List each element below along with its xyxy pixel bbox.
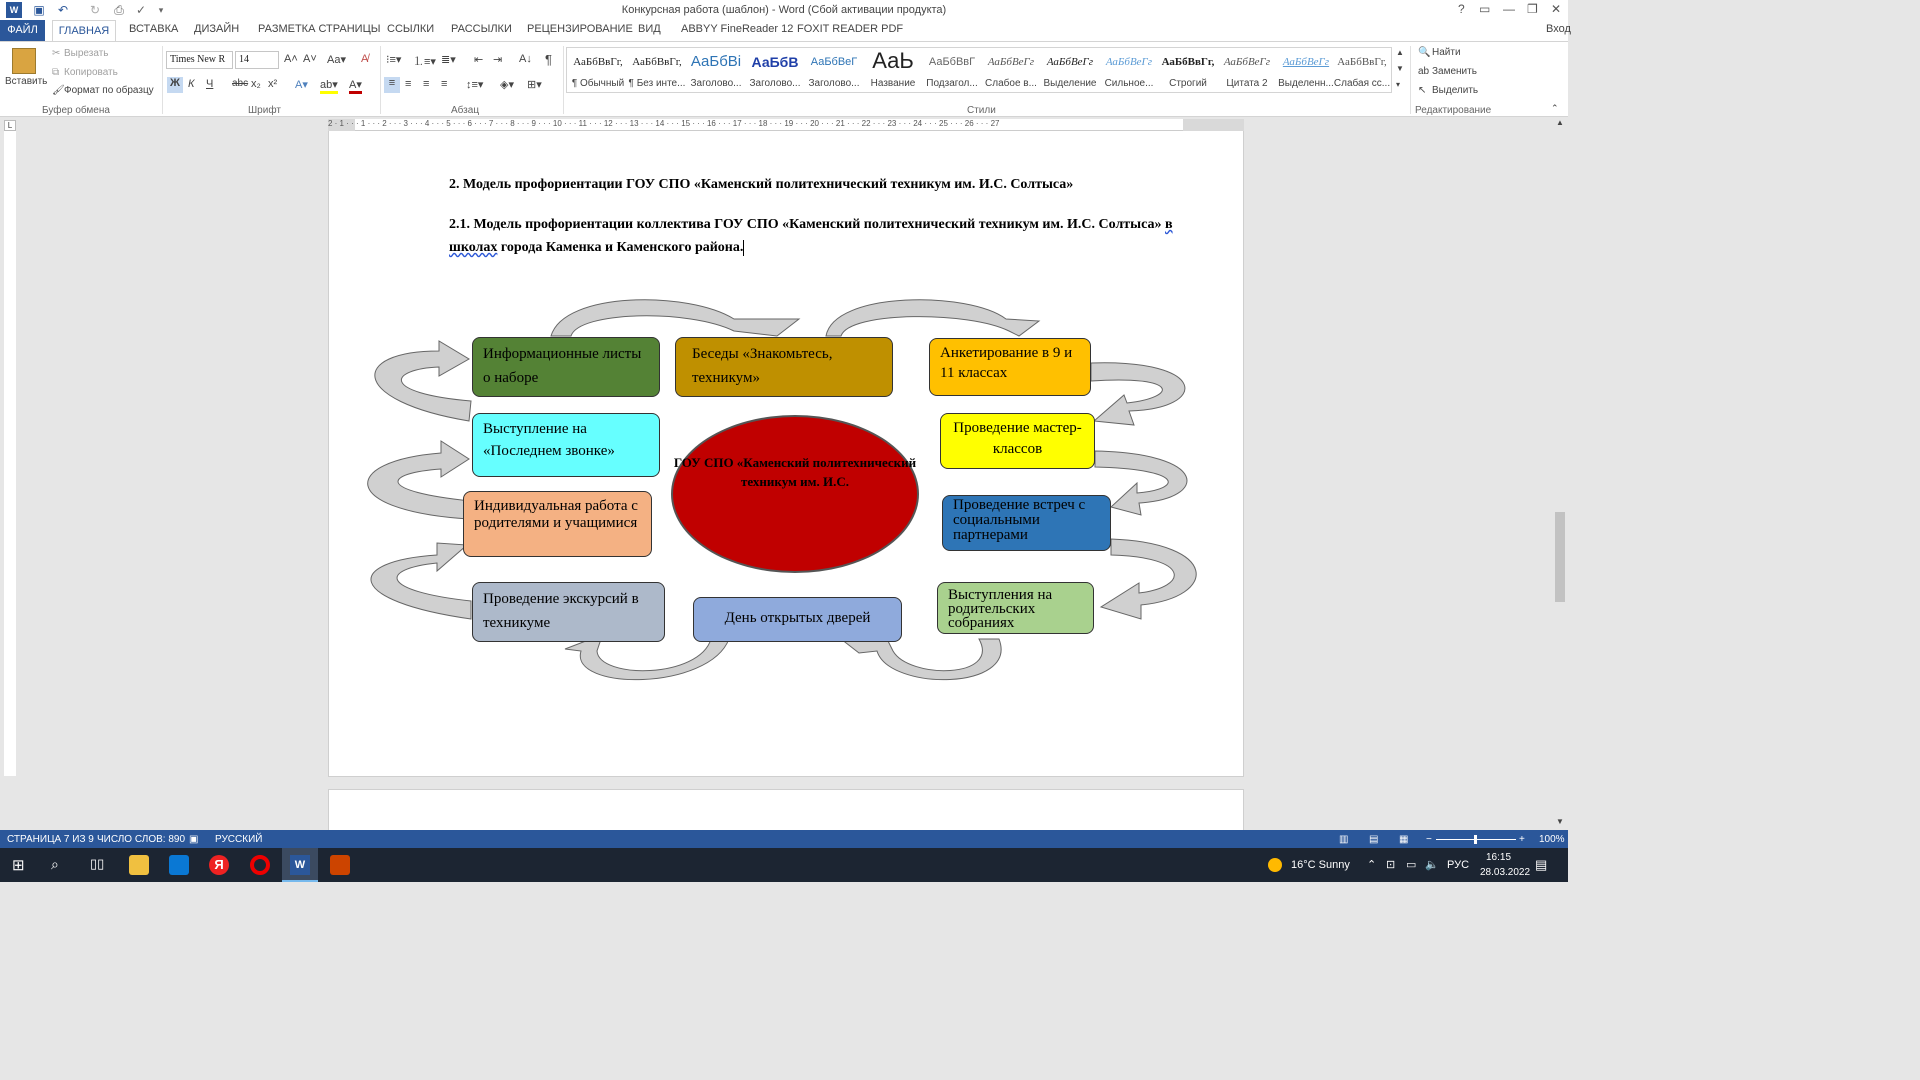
tab-selector-icon[interactable]: L: [4, 120, 16, 131]
scroll-thumb[interactable]: [1555, 512, 1565, 602]
align-left-icon[interactable]: ≡: [384, 77, 400, 93]
minimize-icon[interactable]: —: [1503, 2, 1515, 16]
vertical-ruler[interactable]: [4, 131, 16, 776]
italic-button[interactable]: К: [188, 78, 195, 90]
ribbon-display-icon[interactable]: ▭: [1479, 2, 1491, 16]
copy-button[interactable]: Копировать: [64, 67, 118, 78]
replace-button[interactable]: Заменить: [1432, 66, 1477, 77]
style-intense-quote[interactable]: АаБбВеГг Выделенн...: [1278, 56, 1334, 89]
undo-icon[interactable]: ↶: [57, 3, 69, 17]
style-intense-emphasis[interactable]: АаБбВеГг Сильное...: [1104, 56, 1154, 89]
styles-gallery: [566, 47, 1392, 93]
page-counter[interactable]: СТРАНИЦА 7 ИЗ 9: [7, 834, 94, 845]
zoom-in-icon[interactable]: +: [1519, 834, 1525, 845]
tab-references[interactable]: ССЫЛКИ: [387, 23, 435, 35]
word-app-icon: W: [290, 855, 310, 875]
clock-time[interactable]: 16:15: [1486, 852, 1512, 863]
explorer-icon[interactable]: [129, 855, 149, 875]
tab-abbyy[interactable]: ABBYY FineReader 12: [681, 23, 794, 35]
box-talks[interactable]: Беседы «Знакомьтесь, техникум»: [675, 337, 893, 397]
style-subtitle[interactable]: АаБбВвГ Подзагол...: [926, 56, 978, 89]
zoom-slider-thumb[interactable]: [1474, 835, 1477, 844]
zoom-level[interactable]: 100%: [1539, 834, 1565, 845]
box-social-partners[interactable]: Проведение встреч с социальными партнерами: [942, 495, 1111, 551]
word-taskbar-button[interactable]: [282, 848, 318, 882]
paste-button[interactable]: Вставить: [5, 76, 48, 87]
window-title: Конкурсная работа (шаблон) - Word (Сбой активации продукта): [621, 4, 947, 16]
cut-button[interactable]: Вырезать: [64, 48, 109, 59]
multilevel-list-icon[interactable]: ≣▾: [441, 54, 456, 66]
style-strong[interactable]: АаБбВвГг, Строгий: [1161, 56, 1215, 89]
weather-sun-icon[interactable]: [1268, 858, 1282, 872]
group-divider: [563, 46, 564, 114]
style-no-spacing[interactable]: АаБбВвГг, ¶ Без инте...: [628, 56, 686, 89]
arrow-openday-to-excursions: [565, 639, 729, 680]
ribbon: [0, 41, 1568, 117]
shading-icon[interactable]: ◈▾: [500, 79, 514, 91]
zoom-out-icon[interactable]: −: [1426, 834, 1432, 845]
styles-scroll-down-icon[interactable]: ▼: [1396, 64, 1404, 73]
style-normal[interactable]: АаБбВвГг, ¶ Обычный: [571, 56, 625, 89]
scroll-down-icon[interactable]: ▼: [1556, 817, 1564, 826]
network-icon[interactable]: ⊡: [1386, 859, 1396, 871]
box-excursions[interactable]: Проведение экскурсий в техникуме: [472, 582, 665, 642]
heading-2-1-part-a: 2.1. Модель профориентации коллектива ГОУ СПО «Каменский политехнический техникум им. И.С. Солтыса»: [449, 217, 1165, 232]
change-case-icon[interactable]: Aa▾: [327, 54, 346, 66]
web-layout-icon[interactable]: ▦: [1399, 834, 1409, 845]
style-subtle-reference[interactable]: АаБбВвГг, Слабая сс...: [1333, 56, 1391, 89]
taskbar: [0, 848, 1568, 882]
arrow-speech-to-info: [375, 341, 471, 421]
underline-button[interactable]: Ч: [206, 78, 214, 90]
arrow-info-to-talks: [551, 300, 799, 336]
styles-more-icon[interactable]: ▾: [1396, 80, 1401, 89]
cut-icon[interactable]: ✂: [52, 48, 61, 59]
increase-indent-icon[interactable]: ⇥: [493, 54, 503, 66]
clock-date[interactable]: 28.03.2022: [1480, 867, 1531, 878]
box-individual-work[interactable]: Индивидуальная работа с родителями и учащимися: [463, 491, 652, 557]
ruler-numbers: 2 · 1 · · · 1 · · · 2 · · · 3 · · · 4 · · · 5 · · · 6 · · · 7 · · · 8 · · · 9 · · · 10 · · · 11 · · · 12 · · · 13 · · · 14 · · · 15 · · · 16 · · · 17 · · · 18 · · · 19 · · · 20 · · · 21 · · · 22 · · · 23 · · · 24 · · · 25 · · · 26 · · · 27: [328, 119, 1000, 128]
box-info-sheets[interactable]: Информационные листы о наборе: [472, 337, 660, 397]
tab-insert[interactable]: ВСТАВКА: [129, 23, 179, 35]
style-heading-3[interactable]: АаБбВеГ Заголово...: [808, 56, 860, 89]
box-parent-meetings[interactable]: Выступления на родительских собраниях: [937, 582, 1094, 634]
opera-icon[interactable]: [250, 855, 270, 875]
word-count[interactable]: ЧИСЛО СЛОВ: 890: [97, 834, 186, 845]
spellcheck-icon[interactable]: ✓: [135, 3, 147, 17]
group-divider: [1410, 46, 1411, 114]
numbering-icon[interactable]: ⒈≡▾: [413, 56, 436, 68]
format-painter-icon[interactable]: 🖌: [52, 85, 65, 96]
yandex-icon[interactable]: Я: [209, 855, 229, 875]
style-subtle-emphasis[interactable]: АаБбВеГг Слабое в...: [985, 56, 1037, 89]
box-open-day[interactable]: День открытых дверей: [693, 597, 902, 642]
status-bar: [0, 830, 1568, 848]
superscript-icon[interactable]: x²: [268, 78, 278, 90]
read-mode-icon[interactable]: ▥: [1339, 834, 1349, 845]
style-emphasis[interactable]: АаБбВеГг Выделение: [1043, 56, 1097, 89]
tab-mailings[interactable]: РАССЫЛКИ: [451, 23, 512, 35]
group-divider: [162, 46, 163, 114]
start-icon[interactable]: ⊞: [12, 857, 25, 874]
horizontal-ruler[interactable]: [328, 119, 1244, 131]
borders-icon[interactable]: ⊞▾: [527, 79, 542, 91]
tab-design[interactable]: ДИЗАЙН: [194, 23, 240, 35]
volume-icon[interactable]: 🔈: [1425, 859, 1439, 871]
help-button[interactable]: ?: [1458, 2, 1465, 16]
font-name-combo[interactable]: Times New R: [166, 51, 233, 69]
box-survey[interactable]: Анкетирование в 9 и 11 классах: [929, 338, 1091, 396]
subscript-icon[interactable]: x₂: [251, 78, 261, 90]
font-group-label: Шрифт: [248, 105, 281, 116]
center-ellipse-college[interactable]: ГОУ СПО «Каменский политехнический техникум им. И.С.: [671, 415, 919, 573]
print-layout-icon[interactable]: ▤: [1369, 834, 1379, 845]
find-icon[interactable]: 🔍: [1418, 47, 1431, 58]
notifications-icon[interactable]: ▤: [1535, 857, 1548, 872]
input-language[interactable]: РУС: [1447, 859, 1470, 871]
mail-icon[interactable]: [169, 855, 189, 875]
align-right-icon[interactable]: ≡: [423, 78, 430, 90]
bullets-icon[interactable]: ⁝≡▾: [386, 54, 402, 66]
format-painter-button[interactable]: Формат по образцу: [64, 85, 154, 96]
clipboard-group-label: Буфер обмена: [42, 105, 110, 116]
style-quote-2[interactable]: АаБбВеГг Цитата 2: [1223, 56, 1271, 89]
arrow-survey-to-master: [1091, 363, 1185, 425]
arrow-talks-to-survey: [826, 300, 1039, 336]
arrow-individual-to-speech: [368, 441, 471, 519]
find-button[interactable]: Найти: [1432, 47, 1461, 58]
tab-home[interactable]: ГЛАВНАЯ: [52, 20, 116, 42]
paragraph-group-label: Абзац: [451, 105, 480, 116]
box-master-classes[interactable]: Проведение мастер-классов: [940, 413, 1095, 469]
document-page[interactable]: [328, 131, 1244, 777]
title-bar: [0, 0, 1568, 20]
copy-icon[interactable]: ⧉: [52, 67, 60, 78]
tab-layout[interactable]: РАЗМЕТКА СТРАНИЦЫ: [258, 23, 381, 35]
highlight-icon[interactable]: ab▾: [320, 78, 338, 94]
arrow-partners-to-parents: [1101, 539, 1196, 619]
tab-foxit[interactable]: FOXIT READER PDF: [797, 23, 904, 35]
tab-review[interactable]: РЕЦЕНЗИРОВАНИЕ: [527, 23, 633, 35]
style-heading-1[interactable]: АаБбВі Заголово...: [690, 53, 742, 89]
search-icon[interactable]: ⌕: [51, 856, 59, 872]
select-button[interactable]: Выделить: [1432, 85, 1479, 96]
tray-chevron-icon[interactable]: ⌃: [1367, 859, 1377, 871]
proofing-icon[interactable]: ▣: [189, 834, 199, 845]
sort-icon[interactable]: A↓: [519, 53, 532, 65]
style-heading-2[interactable]: АаБбВ Заголово...: [749, 54, 801, 89]
heading-2-1-spellcheck-phrase: в школах: [449, 217, 1173, 255]
align-center-icon[interactable]: ≡: [405, 78, 412, 90]
language-indicator[interactable]: РУССКИЙ: [215, 834, 263, 845]
styles-scroll-up-icon[interactable]: ▲: [1396, 48, 1404, 57]
task-view-icon[interactable]: ▯▯: [90, 856, 105, 871]
text-effects-icon[interactable]: A▾: [295, 79, 308, 91]
arrow-excursions-to-individual: [371, 543, 471, 619]
styles-group-label: Стили: [967, 105, 996, 116]
decrease-indent-icon[interactable]: ⇤: [474, 54, 484, 66]
sign-in-link[interactable]: Вход: [1546, 23, 1571, 35]
vertical-scrollbar[interactable]: [1552, 117, 1568, 830]
bold-button[interactable]: Ж: [167, 77, 183, 93]
save-icon[interactable]: ▣: [33, 3, 45, 17]
winrar-icon[interactable]: [330, 855, 350, 875]
heading-section-2: 2. Модель профориентации ГОУ СПО «Каменский политехнический техникум им. И.С. Солтыса»: [449, 177, 1074, 192]
scroll-up-icon[interactable]: ▲: [1556, 118, 1564, 127]
word-logo-icon: W: [6, 2, 22, 18]
font-color-icon[interactable]: A▾: [349, 78, 362, 94]
weather-text[interactable]: 16°C Sunny: [1291, 859, 1350, 871]
font-size-combo[interactable]: 14: [235, 51, 279, 69]
select-icon[interactable]: ↖: [1418, 85, 1427, 96]
redo-icon[interactable]: ↻: [89, 3, 101, 17]
editing-group-label: Редактирование: [1415, 105, 1492, 116]
arrow-parents-to-openday: [841, 639, 1001, 680]
grow-font-icon[interactable]: A˄: [284, 53, 298, 65]
tab-view[interactable]: ВИД: [638, 23, 661, 35]
print-preview-icon[interactable]: ⎙: [114, 2, 124, 17]
customize-qat-icon[interactable]: ▾: [158, 4, 164, 15]
paste-icon[interactable]: [12, 48, 36, 74]
close-icon[interactable]: ✕: [1551, 2, 1562, 16]
line-spacing-icon[interactable]: ↕≡▾: [466, 79, 484, 91]
shrink-font-icon[interactable]: A˅: [303, 53, 317, 65]
group-divider: [380, 46, 381, 114]
box-last-bell-speech[interactable]: Выступление на «Последнем звонке»: [472, 413, 660, 477]
clear-formatting-icon[interactable]: A̸: [361, 53, 369, 65]
replace-icon[interactable]: ab: [1418, 66, 1430, 77]
heading-2-1-part-c: города Каменка и Каменского района.: [497, 240, 744, 255]
ribbon-tabs: [0, 20, 1571, 41]
strikethrough-button[interactable]: abc: [232, 78, 249, 89]
restore-icon[interactable]: ❐: [1527, 2, 1538, 16]
justify-icon[interactable]: ≡: [441, 78, 448, 90]
monitor-icon[interactable]: ▭: [1406, 859, 1417, 871]
style-title[interactable]: АаЬ Название: [870, 48, 916, 89]
collapse-ribbon-icon[interactable]: ⌃: [1551, 103, 1559, 113]
tab-file[interactable]: ФАЙЛ: [0, 20, 45, 41]
show-formatting-button[interactable]: ¶: [545, 52, 552, 67]
